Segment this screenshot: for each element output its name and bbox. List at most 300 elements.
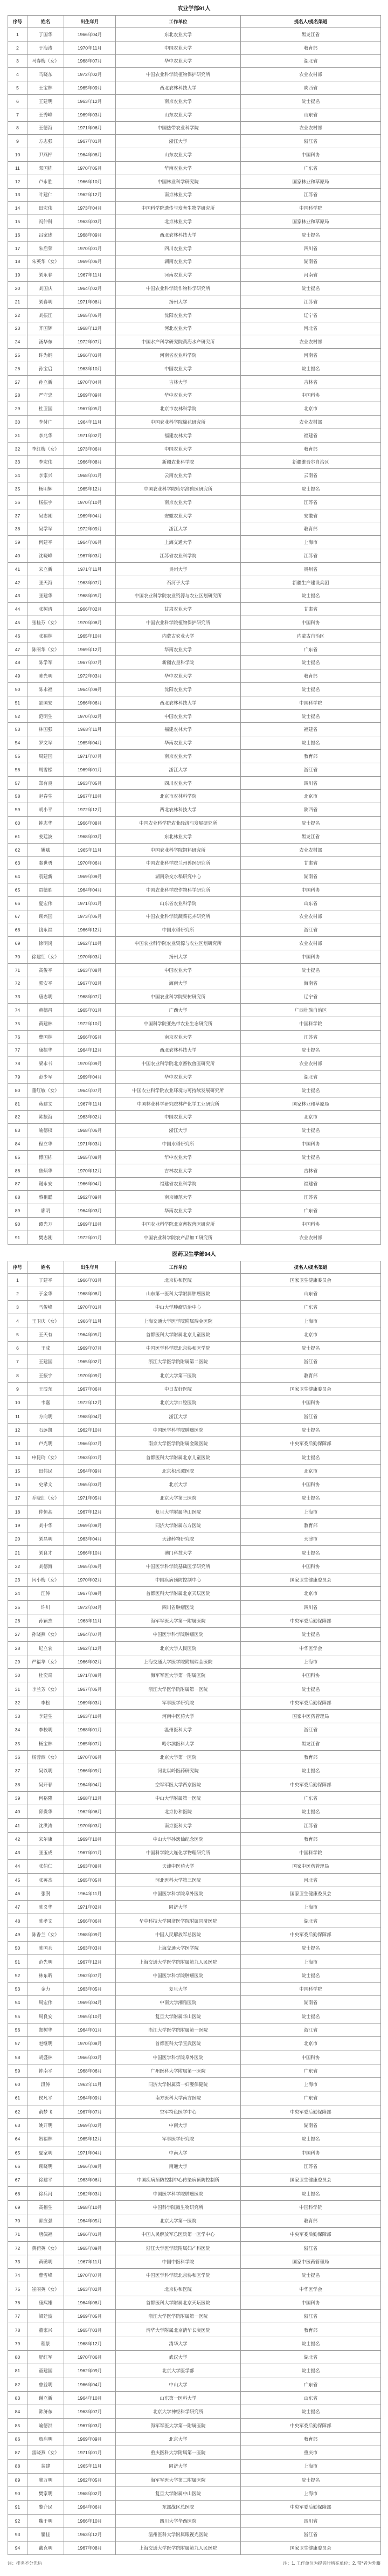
cell-unit: 华南农业大学: [116, 1204, 241, 1218]
cell-no: 17: [8, 241, 27, 255]
cell-no: 85: [8, 1150, 27, 1164]
cell-unit: 中国农业科学院植物保护研究所: [116, 616, 241, 630]
cell-nominator: 院士提名: [241, 2337, 381, 2350]
cell-name: 袁建新: [27, 870, 64, 883]
cell-name: 康熙雄: [27, 2296, 64, 2309]
cell-unit: 贵州大学: [116, 562, 241, 576]
cell-nominator: 院士提名: [241, 1083, 381, 1097]
table-row: [8, 2255, 381, 2268]
cell-unit: 河南中医药大学: [116, 1710, 241, 1723]
cell-unit: 中国人民解放军总医院第一医学中心: [116, 2228, 241, 2241]
cell-no: 44: [8, 1860, 27, 1873]
table-row: [8, 896, 381, 910]
cell-unit: 北京大学第一医院: [116, 1750, 241, 1764]
table-row: [8, 1587, 381, 1600]
cell-name: 于海涛: [27, 41, 64, 54]
cell-nominator: 江苏省: [241, 549, 381, 563]
cell-nominator: 教育部: [241, 669, 381, 683]
cell-nominator: 院士提名: [241, 482, 381, 496]
cell-no: 67: [8, 2173, 27, 2187]
table-header-row: [8, 1261, 381, 1273]
cell-name: 谢永安: [27, 1177, 64, 1191]
cell-unit: 中山大学附属第一医院: [116, 1791, 241, 1805]
cell-unit: 浙江大学: [116, 1124, 241, 1137]
cell-no: 53: [8, 723, 27, 736]
section-title-medicine: 医药卫生学部94人: [172, 1251, 216, 1258]
cell-no: 53: [8, 1982, 27, 1995]
cell-no: 86: [8, 1164, 27, 1177]
cell-birth: 1963年06月: [64, 2173, 116, 2187]
cell-name: 舒红军: [27, 2350, 64, 2364]
cell-no: 31: [8, 1682, 27, 1696]
table-row: [8, 455, 381, 469]
cell-name: 陈孝文: [27, 1914, 64, 1928]
cell-birth: 1968年12月: [64, 1791, 116, 1805]
cell-name: 徐兵河: [27, 2187, 64, 2200]
cell-nominator: 院士提名: [241, 1491, 381, 1505]
table-row: [8, 1819, 381, 1832]
cell-nominator: 院士提名: [241, 2405, 381, 2419]
footer-note-right: 注：1. 工作单位为提名时所在单位；2. 带*者为外籍: [283, 2561, 380, 2566]
cell-no: 72: [8, 2241, 27, 2255]
cell-nominator: 云南省: [241, 469, 381, 482]
cell-birth: 1969年08月: [64, 1518, 116, 1532]
cell-unit: 中国农业大学: [116, 963, 241, 977]
cell-nominator: 中国科协: [241, 1396, 381, 1410]
cell-no: 3: [8, 54, 27, 68]
cell-no: 76: [8, 1030, 27, 1044]
cell-birth: 1967年02月: [64, 977, 116, 990]
table-row: [8, 509, 381, 522]
cell-unit: 河北以岭医药研究院: [116, 1764, 241, 1778]
cell-name: 詹启明: [27, 2432, 64, 2446]
cell-birth: 1965年12月: [64, 482, 116, 496]
table-row: [8, 2023, 381, 2036]
cell-name: 陈光明: [27, 669, 64, 683]
cell-no: 56: [8, 2023, 27, 2036]
table-row: [8, 696, 381, 709]
footer-notes: [0, 2560, 388, 2567]
cell-nominator: 中国科协: [241, 1217, 381, 1231]
table-row: [8, 1546, 381, 1559]
cell-name: 黄德昌: [27, 1004, 64, 1017]
cell-no: 66: [8, 896, 27, 910]
cell-name: 杜卫国: [27, 402, 64, 416]
cell-birth: 1967年11月: [64, 268, 116, 282]
cell-no: 5: [8, 1328, 27, 1341]
table-row: [8, 1628, 381, 1641]
cell-birth: 1971年07月: [64, 750, 116, 763]
cell-nominator: 中国科协: [241, 616, 381, 630]
cell-no: 3: [8, 1301, 27, 1314]
table-row: [8, 2132, 381, 2146]
table-row: [8, 2269, 381, 2282]
cell-nominator: 辽宁省: [241, 308, 381, 322]
cell-birth: 1966年12月: [64, 923, 116, 937]
cell-no: 59: [8, 803, 27, 817]
cell-name: 童建国: [27, 2364, 64, 2378]
cell-nominator: 国家卫生健康委员会: [241, 1382, 381, 1396]
table-row: [8, 2214, 381, 2228]
cell-nominator: 教育部: [241, 1832, 381, 1846]
cell-no: 51: [8, 696, 27, 709]
table-row: [8, 643, 381, 656]
cell-no: 88: [8, 2460, 27, 2473]
table-row: [8, 1083, 381, 1097]
cell-nominator: 教育部: [241, 41, 381, 54]
table-row: [8, 1369, 381, 1382]
table-row: [8, 2037, 381, 2050]
cell-name: 齐国辉: [27, 322, 64, 335]
cell-birth: 1964年02月: [64, 282, 116, 295]
cell-birth: 1963年05月: [64, 776, 116, 790]
table-row: [8, 669, 381, 683]
cell-nominator: 浙江省: [241, 2310, 381, 2323]
table-row: [8, 1164, 381, 1177]
cell-unit: 山东第一医科大学: [116, 2391, 241, 2405]
cell-unit: 中国疾病预防控制中心传染病预防控制所: [116, 2173, 241, 2187]
cell-no: 35: [8, 482, 27, 496]
cell-name: 张桂芬（女）: [27, 616, 64, 630]
cell-name: 张伯仁: [27, 1860, 64, 1873]
cell-unit: 军事医学研究院: [116, 2132, 241, 2146]
cell-birth: 1967年07月: [64, 656, 116, 669]
cell-birth: 1968年05月: [64, 589, 116, 603]
cell-no: 90: [8, 1217, 27, 1231]
cell-unit: 沈阳农业大学: [116, 683, 241, 696]
cell-nominator: 江苏省: [241, 1030, 381, 1044]
cell-name: 曹国林: [27, 1030, 64, 1044]
table-row: [8, 1301, 381, 1314]
table-row: [8, 1396, 381, 1410]
cell-no: 20: [8, 282, 27, 295]
cell-name: 朱英华（女）: [27, 255, 64, 268]
cell-nominator: 国家卫生健康委员会: [241, 2173, 381, 2187]
cell-no: 57: [8, 2037, 27, 2050]
cell-nominator: 广东省: [241, 2064, 381, 2077]
cell-no: 16: [8, 228, 27, 241]
cell-unit: 中国医学科学院阜外医院: [116, 2050, 241, 2064]
cell-birth: 1969年04月: [64, 1071, 116, 1084]
cell-no: 87: [8, 2446, 27, 2460]
table-row: [8, 2064, 381, 2077]
cell-nominator: 国家林业和草原局: [241, 175, 381, 188]
cell-no: 75: [8, 1017, 27, 1030]
cell-no: 29: [8, 1655, 27, 1668]
cell-name: 韩济东: [27, 2405, 64, 2419]
cell-nominator: 陕西省: [241, 803, 381, 817]
cell-no: 51: [8, 1955, 27, 1969]
cell-unit: 中国林业科学研究院: [116, 175, 241, 188]
cell-name: 黄建林: [27, 1017, 64, 1030]
cell-birth: 1965年04月: [64, 736, 116, 750]
cell-name: 范明生: [27, 709, 64, 723]
cell-no: 24: [8, 1587, 27, 1600]
cell-unit: 哈尔滨医科大学: [116, 1737, 241, 1750]
cell-name: 丁国华: [27, 28, 64, 42]
cell-birth: 1963年12月: [64, 94, 116, 108]
cell-nominator: 上海市: [241, 2487, 381, 2500]
cell-birth: 1968年06月: [64, 2064, 116, 2077]
cell-no: 30: [8, 1669, 27, 1682]
cell-name: 闫小梅（女）: [27, 1573, 64, 1587]
cell-nominator: 福建省: [241, 429, 381, 442]
cell-unit: 中国热带农业科学院: [116, 121, 241, 135]
cell-birth: 1963年03月: [64, 1942, 116, 1955]
table-row: [8, 522, 381, 536]
cell-no: 88: [8, 1191, 27, 1204]
cell-birth: 1967年10月: [64, 790, 116, 803]
cell-nominator: 农业农村部: [241, 937, 381, 950]
cell-nominator: 浙江省: [241, 2241, 381, 2255]
table-row: [8, 723, 381, 736]
cell-name: 纪立农: [27, 1641, 64, 1655]
cell-birth: 1972年12月: [64, 803, 116, 817]
cell-birth: 1972年03月: [64, 669, 116, 683]
cell-name: 赵继明: [27, 2037, 64, 2050]
cell-unit: 海南大学: [116, 977, 241, 990]
cell-birth: 1964年09月: [64, 2091, 116, 2105]
cell-unit: 中国人民解放军总医院: [116, 1928, 241, 1941]
cell-unit: 福建省农业科学院: [116, 1177, 241, 1191]
cell-unit: 北京大学人民医院: [116, 1641, 241, 1655]
cell-nominator: 上海市: [241, 1955, 381, 1969]
cell-name: 刘永春: [27, 268, 64, 282]
cell-unit: 同济大学: [116, 2460, 241, 2473]
cell-birth: 1968年11月: [64, 723, 116, 736]
cell-no: 12: [8, 175, 27, 188]
cell-birth: 1967年06月: [64, 1382, 116, 1396]
cell-name: 黎介民: [27, 2501, 64, 2514]
cell-name: 韩振海: [27, 1110, 64, 1124]
cell-no: 57: [8, 776, 27, 790]
cell-birth: 1964年03月: [64, 1204, 116, 1218]
cell-birth: 1964年10月: [64, 2391, 116, 2405]
cell-no: 92: [8, 2514, 27, 2527]
cell-no: 41: [8, 562, 27, 576]
cell-birth: 1970年10月: [64, 495, 116, 509]
cell-birth: 1966年01月: [64, 2228, 116, 2241]
cell-no: 22: [8, 1559, 27, 1573]
table-row: [8, 1969, 381, 1982]
cell-no: 64: [8, 870, 27, 883]
cell-birth: 1966年06月: [64, 696, 116, 709]
cell-no: 44: [8, 603, 27, 616]
cell-unit: 湖南农业大学: [116, 255, 241, 268]
table-row: [8, 2173, 381, 2187]
cell-birth: 1971年01月: [64, 2446, 116, 2460]
cell-unit: 江苏省农业科学院: [116, 549, 241, 563]
cell-birth: 1966年08月: [64, 2159, 116, 2173]
cell-birth: 1970年06月: [64, 1750, 116, 1764]
cell-nominator: 湖南省: [241, 255, 381, 268]
cell-birth: 1971年05月: [64, 1491, 116, 1505]
cell-no: 66: [8, 2159, 27, 2173]
cell-unit: 安徽农业大学: [116, 509, 241, 522]
table-row: [8, 2050, 381, 2064]
cell-name: 江涛: [27, 1587, 64, 1600]
cell-nominator: 吉林省: [241, 375, 381, 389]
header-unit: 工作单位: [116, 16, 241, 28]
table-row: [8, 1477, 381, 1491]
cell-nominator: 广东省: [241, 2091, 381, 2105]
cell-name: 许为钢: [27, 349, 64, 362]
table-row: [8, 576, 381, 589]
cell-name: 李兆华: [27, 429, 64, 442]
cell-birth: 1964年12月: [64, 1044, 116, 1057]
table-row: [8, 2118, 381, 2132]
cell-name: 吴志刚: [27, 509, 64, 522]
cell-name: 郭应强: [27, 2214, 64, 2228]
table-row: [8, 977, 381, 990]
cell-birth: 1968年01月: [64, 1723, 116, 1737]
cell-nominator: 浙江省: [241, 1355, 381, 1369]
cell-birth: 1964年11月: [64, 416, 116, 429]
cell-name: 何裕隆: [27, 1791, 64, 1805]
cell-unit: 同济大学附属东方医院: [116, 1518, 241, 1532]
cell-no: 72: [8, 977, 27, 990]
cell-no: 84: [8, 2405, 27, 2419]
cell-birth: 1969年04月: [64, 1996, 116, 2009]
cell-name: 傅国栋: [27, 1150, 64, 1164]
cell-nominator: 中国科协: [241, 1559, 381, 1573]
cell-unit: 中国农业科学院农业资源与农业区划研究所: [116, 589, 241, 603]
cell-unit: 上海交通大学医学院附属第九人民医院: [116, 1955, 241, 1969]
cell-unit: 山东农业大学: [116, 148, 241, 162]
cell-unit: 中国科学院大连化学物理研究所: [116, 1846, 241, 1859]
cell-unit: 中国医学科学院肿瘤医院: [116, 1628, 241, 1641]
cell-nominator: 广东省: [241, 1204, 381, 1218]
agriculture-table-body: [8, 28, 381, 1245]
cell-unit: 中国农业大学: [116, 41, 241, 54]
cell-birth: 1963年05月: [64, 1982, 116, 1995]
cell-nominator: 河北省: [241, 322, 381, 335]
cell-birth: 1964年09月: [64, 1464, 116, 1477]
table-row: [8, 108, 381, 121]
cell-unit: 北京协和医院: [116, 1805, 241, 1819]
cell-name: 邵国安: [27, 696, 64, 709]
cell-name: 高福生: [27, 2200, 64, 2214]
cell-birth: 1972年01月: [64, 1231, 116, 1244]
header-birth: 出生年月: [64, 1261, 116, 1273]
cell-name: 戴克明: [27, 2542, 64, 2555]
cell-no: 14: [8, 1451, 27, 1464]
cell-nominator: 山东省: [241, 108, 381, 121]
table-row: [8, 736, 381, 750]
cell-nominator: 湖北省: [241, 1071, 381, 1084]
cell-nominator: 院士提名: [241, 1682, 381, 1696]
table-row: [8, 228, 381, 241]
cell-nominator: 教育部: [241, 522, 381, 536]
cell-nominator: 广东省: [241, 161, 381, 175]
cell-no: 14: [8, 202, 27, 215]
cell-nominator: 广东省: [241, 1791, 381, 1805]
cell-unit: 中国农业科学院北京畜牧兽医研究所: [116, 1057, 241, 1071]
cell-unit: 中国农业科学院果树研究所: [116, 990, 241, 1004]
table-row: [8, 1846, 381, 1859]
cell-unit: 武汉大学: [116, 2350, 241, 2364]
cell-no: 33: [8, 1710, 27, 1723]
cell-nominator: 院士提名: [241, 1423, 381, 1437]
cell-birth: 1963年04月: [64, 1532, 116, 1546]
cell-birth: 1964年06月: [64, 536, 116, 549]
cell-name: 张玉成: [27, 1846, 64, 1859]
cell-no: 40: [8, 549, 27, 563]
cell-no: 2: [8, 1287, 27, 1300]
cell-unit: 广州医科大学附属第一医院: [116, 2064, 241, 2077]
cell-unit: 南京师范大学: [116, 1191, 241, 1204]
cell-unit: 西北农林科技大学: [116, 1044, 241, 1057]
cell-name: 石远凯: [27, 1423, 64, 1437]
cell-birth: 1965年09月: [64, 81, 116, 95]
cell-no: 20: [8, 1532, 27, 1546]
cell-unit: 首都医科大学附属北京天坛医院: [116, 2296, 241, 2309]
cell-unit: 中国农业科学院农产品加工研究所: [116, 1231, 241, 1244]
cell-unit: 中国林业科学研究院林产化学工业研究所: [116, 1097, 241, 1110]
cell-birth: 1966年04月: [64, 2378, 116, 2391]
cell-nominator: 浙江省: [241, 2527, 381, 2541]
cell-birth: 1972年07月: [64, 335, 116, 349]
cell-nominator: 福建省: [241, 1177, 381, 1191]
cell-no: 60: [8, 2078, 27, 2091]
table-row: [8, 469, 381, 482]
cell-unit: 中南大学: [116, 2118, 241, 2132]
cell-name: 杨明辉: [27, 482, 64, 496]
table-row: [8, 1124, 381, 1137]
cell-nominator: 湖南省: [241, 1996, 381, 2009]
cell-unit: 清华大学: [116, 2337, 241, 2350]
cell-unit: 中国医学科学院阜外医院: [116, 1887, 241, 1900]
cell-unit: 新疆农业科学院: [116, 455, 241, 469]
cell-no: 81: [8, 1097, 27, 1110]
cell-name: 王宝林: [27, 81, 64, 95]
cell-no: 41: [8, 1819, 27, 1832]
cell-nominator: 院士提名: [241, 1546, 381, 1559]
cell-no: 25: [8, 1600, 27, 1614]
table-row: [8, 589, 381, 603]
table-row: [8, 1314, 381, 1328]
cell-unit: 海军军医大学第二附属医院: [116, 2473, 241, 2487]
cell-nominator: 中国科协: [241, 1477, 381, 1491]
cell-no: 43: [8, 1846, 27, 1859]
cell-unit: 中国水产科学研究院黄海水产研究所: [116, 335, 241, 349]
table-row: [8, 776, 381, 790]
cell-no: 17: [8, 1491, 27, 1505]
cell-unit: 海军军医大学第一附属医院: [116, 1614, 241, 1627]
cell-nominator: 农业农村部: [241, 1057, 381, 1071]
table-row: [8, 790, 381, 803]
cell-unit: 中南大学湘雅医院: [116, 1996, 241, 2009]
table-row: [8, 2487, 381, 2500]
cell-name: 许川: [27, 1600, 64, 1614]
cell-nominator: 国家中医药管理局: [241, 1860, 381, 1873]
table-row: [8, 1600, 381, 1614]
cell-no: 74: [8, 2269, 27, 2282]
cell-name: 李宏伟: [27, 455, 64, 469]
cell-name: 宋尔康: [27, 1832, 64, 1846]
table-row: [8, 2514, 381, 2527]
cell-no: 38: [8, 522, 27, 536]
cell-name: 何建平: [27, 536, 64, 549]
cell-birth: 1967年11月: [64, 2255, 116, 2268]
cell-unit: 中国疾病预防控制中心: [116, 1573, 241, 1587]
cell-birth: 1970年08月: [64, 2037, 116, 2050]
cell-birth: 1966年07月: [64, 1437, 116, 1451]
cell-birth: 1967年12月: [64, 1955, 116, 1969]
cell-no: 82: [8, 2378, 27, 2391]
cell-birth: 1969年10月: [64, 1217, 116, 1231]
cell-name: 朱启荣: [27, 241, 64, 255]
